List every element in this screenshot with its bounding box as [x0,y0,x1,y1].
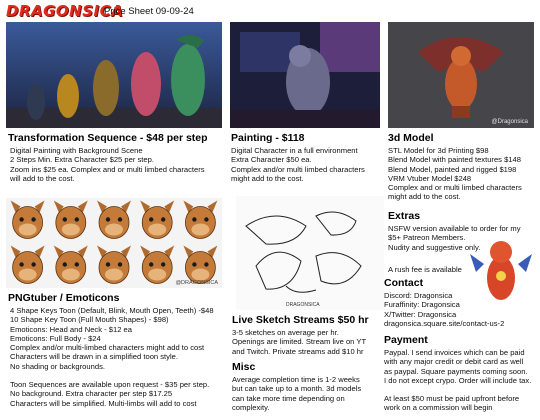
payment-line: with any major credit or debit card as well [384,357,524,367]
extras-line: $5+ Patreon Members. [388,233,466,243]
sketch-artwork [236,196,384,310]
sketch-details [232,328,366,356]
emoticon-face [54,246,88,284]
contact-discord: Discord: Dragonsica [384,291,453,300]
emoticon-face [183,201,217,239]
pngtuber-line: Characters will be simplified. Multi-limbs will add to cost [10,398,197,408]
transformation-line: Digital Painting with Background Scene [10,146,143,155]
painting-artwork [230,22,380,128]
emoticon-face [97,201,131,239]
transformation-line: Zoom ins $25 ea. Complex and or multi limbed characters [10,164,205,174]
emoticon-face [11,246,45,284]
extras-line: Nudity and suggestive only. [388,242,481,252]
extras-line: NSFW version available to order for my [388,224,521,233]
payment-line: Paypal. I send invoices which can be paid [384,348,525,357]
painting-heading: Painting - $118 [231,132,305,144]
payment-line: work on a commission will begin [384,403,493,413]
contact-details [384,291,504,328]
misc-line: complexity. [232,402,270,412]
pngtuber-line: Emoticons: Full Body - $24 [10,333,101,343]
contact-furaffinity: Furaffinity: Dragonsica [384,300,460,310]
sketch-line: and Twitch. Private streams add $10 hr [232,346,364,356]
transformation-line: will add to the cost. [10,173,75,183]
transformation-heading: Transformation Sequence - $48 per step [8,132,208,144]
transformation-details [10,146,205,183]
emoticon-face [140,246,174,284]
emoticon-face [183,246,217,284]
3d-model-line: might add to the cost. [388,192,461,202]
sketch-heading: Live Sketch Streams $50 hr [232,314,369,326]
emoticon-face [97,246,131,284]
pngtuber-heading: PNGtuber / Emoticons [8,292,120,304]
payment-details [384,348,531,413]
3d-model-line: Blend Model, painted and rigged $198 [388,164,517,174]
3d-model-line: STL Model for 3d Printing $98 [388,146,489,155]
contact-heading: Contact [384,277,424,289]
painting-details [231,146,365,183]
contact-twitter: X/Twitter: Dragonsica [384,309,457,319]
pngtuber-line: Toon Sequences are available upon request - $35 per step. [10,380,210,390]
transformation-line: 2 Steps Min. Extra Character $25 per step. [10,155,154,165]
sketch-watermark: DRAGONSICA [286,302,320,308]
pngtuber-line: No background. Extra character per step $17.25 [10,389,173,399]
pngtuber-emoticon-grid [6,198,222,288]
payment-line: I do not except crypo. Order will include tax. [384,375,532,385]
pngtuber-line: 10 Shape Key Toon (Full Mouth Shapes) - $98) [10,315,169,325]
painting-line: might add to the cost. [231,173,304,183]
contact-website-link[interactable]: dragonsica.square.site/contact-us-2 [384,318,505,328]
misc-heading: Misc [232,361,256,373]
extras-details [388,224,521,252]
sketch-line: Openings are limited. Stream live on YT [232,337,367,347]
brand-logo: DRAGONSICA [6,2,124,20]
emoticon-face [11,201,45,239]
price-sheet-title: Price Sheet 09-09-24 [104,6,194,17]
3d-model-line: Complex and or multi limbed characters [388,183,522,193]
3d-model-heading: 3d Model [388,132,434,144]
pngtuber-line: 4 Shape Keys Toon (Default, Blink, Mouth Open, Teeth) -$48 [10,306,214,315]
misc-details [232,375,361,412]
3d-model-watermark: @Dragonsica [491,119,528,125]
3d-model-details [388,146,522,202]
pngtuber-details [10,306,214,408]
misc-line: Average completion time is 1-2 weeks [232,375,360,384]
painting-line: Digital Character in a full environment [231,146,358,155]
3d-model-render [388,22,534,128]
pngtuber-line: Emoticons: Head and Neck - $12 ea [10,324,132,334]
3d-model-line: Blend Model with painted textures $148 [388,155,521,165]
painting-line: Complex and/or multi limbed characters [231,164,365,174]
misc-line: but can take up to a month. 3d models [232,384,362,394]
payment-heading: Payment [384,334,428,346]
pngtuber-line: Characters will be drawn in a simplified toon style. [10,352,178,362]
pngtuber-line: No shading or backgrounds. [10,361,105,371]
emoticon-face [140,201,174,239]
misc-line: can take more time depending on [232,393,345,403]
payment-line: At least $50 must be paid upfront before [384,394,520,404]
rush-fee-note: A rush fee is available [388,265,462,274]
payment-line: as paypal. Square payments coming soon. [384,366,528,376]
painting-line: Extra Character $50 ea. [231,155,312,165]
sketch-line: 3-5 sketches on average per hr. [232,328,339,337]
pngtuber-watermark: @DRAGONSICA [175,280,218,286]
pngtuber-line: Complex and/or multi-limbed characters might add to cost [10,343,205,353]
transformation-artwork [6,22,222,128]
extras-heading: Extras [388,210,421,222]
3d-model-line: VRM Vtuber Model $248 [388,173,472,183]
emoticon-face [54,201,88,239]
